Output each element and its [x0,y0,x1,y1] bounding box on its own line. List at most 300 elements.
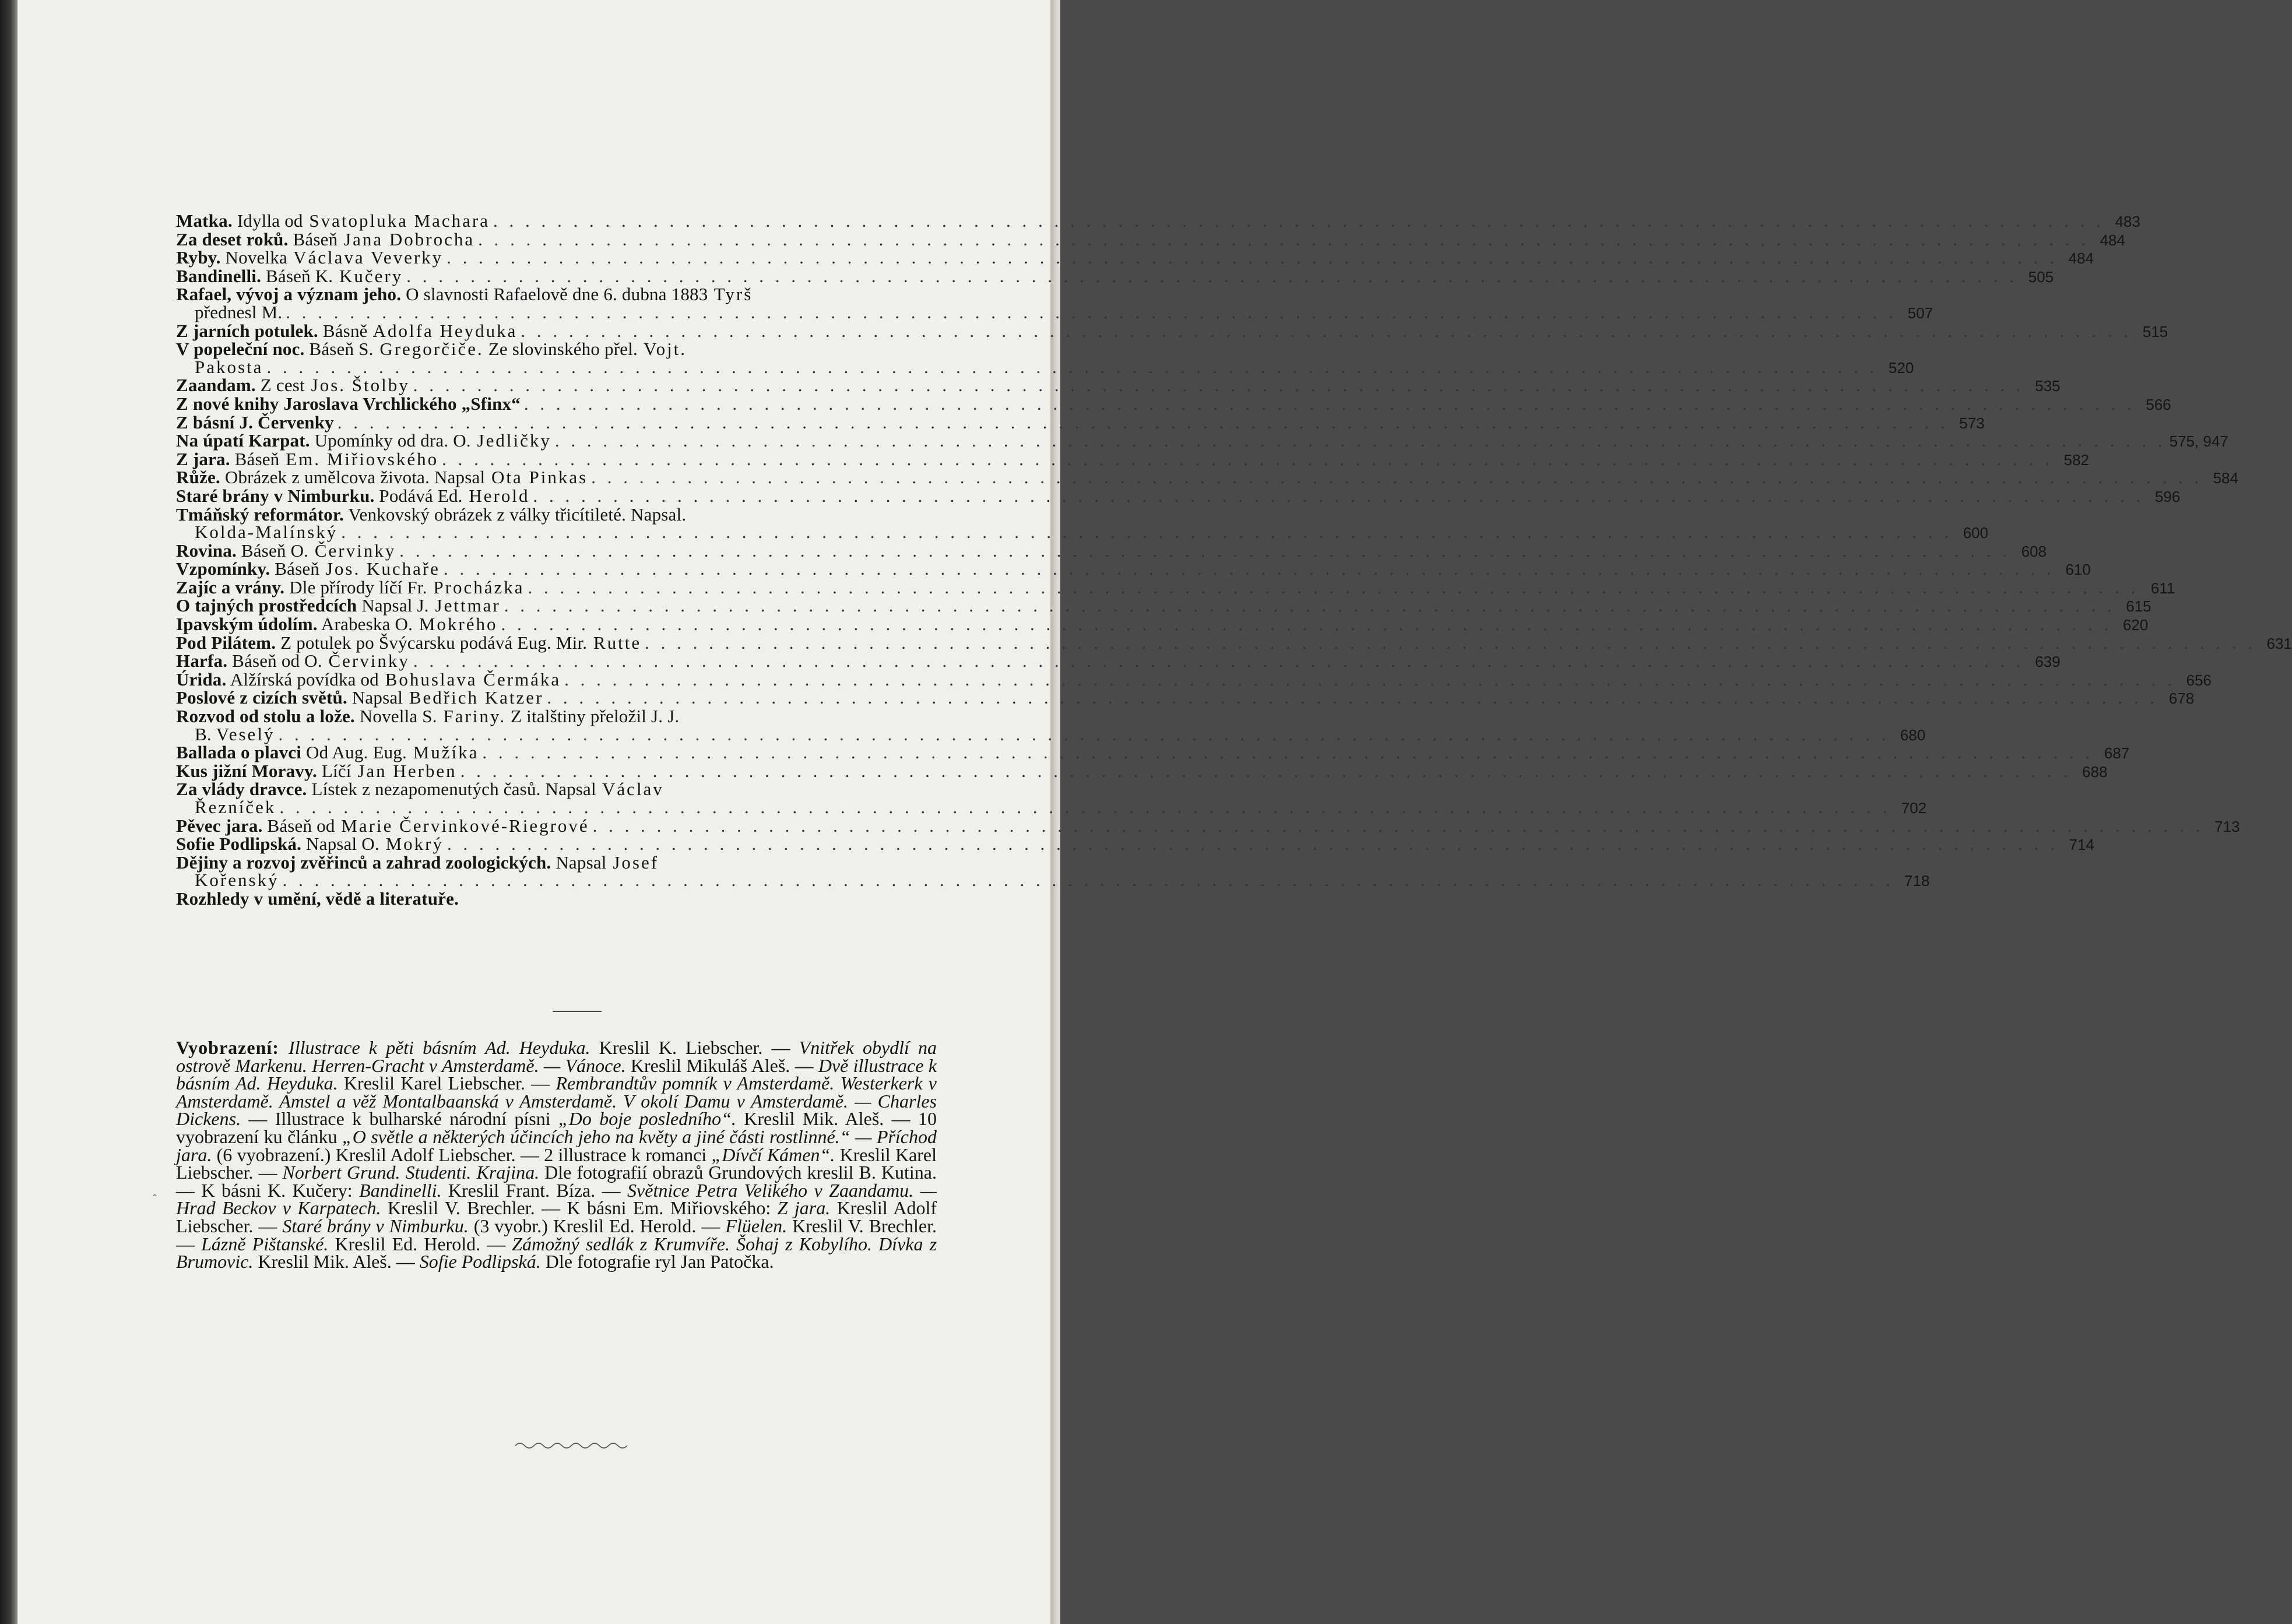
toc-entry-title: Zajíc a vrány. [176,577,285,597]
toc-entry-desc: Podává Ed. [374,485,463,506]
toc-page-number: 535 [2035,377,2061,395]
illustration-credit: Kreslil Karel Liebscher. — [338,1073,556,1094]
toc-entry [176,669,2212,690]
toc-entry-title: Z básní J. Červenky [176,412,334,433]
toc-entry-text [176,890,459,908]
toc-entry [176,742,2130,763]
toc-entry-title: Matka. [176,210,233,231]
toc-entry-desc: Báseň S. [304,339,374,360]
toc-entry-author: Jana Dobrocha [338,229,475,249]
toc-entry-title: Z nové knihy Jaroslava Vrchlického „Sfinx“ [176,393,521,414]
toc-line [176,506,937,524]
illustration-title: Staré brány v Nimburku. [282,1215,469,1236]
toc-entry-text [176,542,396,560]
toc-page-number: 575, 947 [2169,433,2228,451]
toc-entry-author: Kořenský [195,870,279,891]
toc-line [176,742,2130,763]
toc-entry-text [176,249,443,267]
toc-entry-desc: Arabeska O. [317,614,413,635]
toc-line [176,558,2091,579]
toc-entry-author: Gregorčiče. [373,339,484,360]
toc-entry-text [176,377,410,395]
toc-entry-desc: Obrázek z umělcova života. Napsal [220,467,486,488]
illustrations-heading: Vyobrazení: [176,1037,289,1058]
toc-entry-author: Jos. Kuchaře [319,558,440,579]
toc-entry-desc: Líčí [317,760,351,781]
section-divider [553,1011,602,1012]
toc-entry-text [195,523,338,542]
illustration-title: Zámožný sedlák z Krumvíře. Šohaj z Kobylího. Dívka z Brumovic. [176,1233,937,1273]
toc-entry [176,339,1914,377]
leader-dots: . . . . . . . . . . . . . . . . . . . . . . . . . . . . . . . . . . . . . . . . . . . . . . . . . . . . . . . . . . . . . . . . . . . . . . . . . . . . . . . . . . . . . . . . . . . . . . . . . . . . . [279,797,1891,817]
toc-entry [176,577,2175,597]
toc-entry-title: Ryby. [176,247,221,268]
toc-entry-desc: Z italštiny přeložil J. J. [506,706,680,727]
table-of-contents [176,210,2292,909]
illustration-credit: Dle fotografií obrazů Grundových kreslil B. Kutina. — K básni K. Kučery: [176,1162,937,1201]
toc-entry-text [195,301,283,322]
toc-entry-title: Pěvec jara. [176,815,263,836]
toc-entry-author: Procházka [427,577,525,597]
toc-entry-title: Rozhledy v umění, vědě a literatuře. [176,888,459,909]
toc-entry-text [176,744,479,762]
toc-entry [176,595,2152,616]
toc-entry-title: Ipavským údolím. [176,614,318,635]
leader-dots: . . . . . . . . . . . . . . . . . . . . . . . . . . . . . . . . . . . . . . . . . . . . . . . . . . . . . . . . . . . . . . . . . . . . . . . . . . . . . . . . . . . . . . . . . . . . . . . . . . . . . [591,467,2202,488]
leader-dots: . . . . . . . . . . . . . . . . . . . . . . . . . . . . . . . . . . . . . . . . . . . . . . . . . . . . . . . . . . . . . . . . . . . . . . . . . . . . . . . . . . . . . . . . . . . . . . . . . . . . . [645,632,2256,653]
toc-line [176,247,2094,268]
leader-dots: . . . . . . . . . . . . . . . . . . . . . . . . . . . . . . . . . . . . . . . . . . . . . . . . . . . . . . . . . . . . . . . . . . . . . . . . . . . . . . . . . . . . . . . . . . . . . . . . . . . . . [521,320,2132,341]
toc-entry-desc: Novella S. [354,706,437,727]
toc-line [176,687,2195,708]
toc-entry [176,706,1926,744]
toc-entry-author: Václava Veverky [287,247,444,268]
toc-line [176,375,2061,396]
toc-entry-author: Rutte [587,632,642,653]
toc-page-number: 566 [2146,395,2171,413]
book-page [17,0,2292,1624]
leader-dots: . . . . . . . . . . . . . . . . . . . . . . . . . . . . . . . . . . . . . . . . . . . . . . . . . . . . . . . . . . . . . . . . . . . . . . . . . . . . . . . . . . . . . . . . . . . . . . . . . . . . . [533,485,2145,506]
toc-entry-text [176,560,440,578]
leader-dots: . . . . . . . . . . . . . . . . . . . . . . . . . . . . . . . . . . . . . . . . . . . . . . . . . . . . . . . . . . . . . . . . . . . . . . . . . . . . . . . . . . . . . . . . . . . . . . . . . . . . . [341,522,1952,543]
toc-entry-desc: Báseň od [262,815,335,836]
leader-dots: . . . . . . . . . . . . . . . . . . . . . . . . . . . . . . . . . . . . . . . . . . . . . . . . . . . . . . . . . . . . . . . . . . . . . . . . . . . . . . . . . . . . . . . . . . . . . . . . . . . . . [443,558,2055,579]
illustration-title: Lázně Pištanské. [201,1233,329,1254]
toc-page-number: 584 [2213,469,2238,487]
leader-dots: . . . . . . . . . . . . . . . . . . . . . . . . . . . . . . . . . . . . . . . . . . . . . . . . . . . . . . . . . . . . . . . . . . . . . . . . . . . . . . . . . . . . . . . . . . . . . . . . . . . . . [554,430,2166,451]
toc-entry-text [176,395,521,413]
toc-entry-text [176,286,753,304]
toc-entry-author: Bohuslava Čermáka [378,669,561,690]
illustration-title: Světnice Petra Velikého v Zaandamu. — Hrad Beckov v Karpatech. [176,1179,937,1219]
toc-entry [176,448,2089,469]
leader-dots: . . . . . . . . . . . . . . . . . . . . . . . . . . . . . . . . . . . . . . . . . . . . . . . . . . . . . . . . . . . . . . . . . . . . . . . . . . . . . . . . . . . . . . . . . . . . . . . . . . . . . [442,448,2053,469]
toc-entry-text [176,265,403,286]
toc-entry-author: Veselý [216,723,275,744]
toc-line [176,540,2047,561]
toc-entry-title: Harfa. [176,651,228,672]
toc-entry-text [195,358,263,377]
toc-entry [176,779,1927,817]
toc-line [176,651,2061,672]
leader-dots: . . . . . . . . . . . . . . . . . . . . . . . . . . . . . . . . . . . . . . . . . . . . . . . . . . . . . . . . . . . . . . . . . . . . . . . . . . . . . . . . . . . . . . . . . . . . . . . . . . . . . [564,669,2175,690]
toc-page-number: 608 [2021,542,2047,560]
toc-entry-author: Em. Miřiovského [279,448,439,469]
toc-entry-desc: Napsal J. [357,595,429,616]
toc-line [176,340,937,358]
leader-dots: . . . . . . . . . . . . . . . . . . . . . . . . . . . . . . . . . . . . . . . . . . . . . . . . . . . . . . . . . . . . . . . . . . . . . . . . . . . . . . . . . . . . . . . . . . . . . . . . . . . . . [278,723,1890,744]
toc-entry-title: Sofie Podlipská. [176,834,302,855]
illustration-credit: Kreslil Karel Liebscher. — [176,1144,937,1183]
toc-entry-title: Za vlády dravce. [176,779,307,800]
toc-line [176,834,2094,855]
toc-entry-author: Svatopluka Machara [303,210,490,231]
toc-entry [176,393,2171,414]
toc-line [176,210,2140,231]
toc-entry-title: Zaandam. [176,375,256,396]
toc-line-continued [176,522,1988,543]
illustration-credit: Kreslil K. Liebscher. — [590,1037,799,1058]
illustration-credit: Kreslil Mik. Aleš. — [253,1251,420,1273]
toc-line [176,890,937,908]
toc-entry [176,834,2094,855]
toc-line [176,815,2240,836]
toc-entry-author: Pakosta [195,356,263,377]
toc-entry-desc: Báseň od O. [227,651,322,672]
leader-dots: . . . . . . . . . . . . . . . . . . . . . . . . . . . . . . . . . . . . . . . . . . . . . . . . . . . . . . . . . . . . . . . . . . . . . . . . . . . . . . . . . . . . . . . . . . . . . . . . . . . . . [337,412,1949,433]
illustration-title: Vnitřek obydlí na ostrově Markenu. Herren-Gracht v Amsterdamě. — Vánoce. [176,1037,937,1076]
illustration-title: Dvě illustrace k básním Ad. Heyduka. [176,1054,937,1094]
toc-entry-title: Úrida. [176,669,227,690]
toc-entry-author: Vojt. [637,339,687,360]
toc-line [176,320,2168,341]
toc-entry-text [176,432,551,450]
toc-page-number: 484 [2068,249,2094,268]
toc-page-number: 596 [2154,487,2181,505]
leader-dots: . . . . . . . . . . . . . . . . . . . . . . . . . . . . . . . . . . . . . . . . . . . . . . . . . . . . . . . . . . . . . . . . . . . . . . . . . . . . . . . . . . . . . . . . . . . . . . . . . . . . . [447,247,2058,268]
toc-entry-title: Na úpatí Karpat. [176,430,310,451]
leader-dots: . . . . . . . . . . . . . . . . . . . . . . . . . . . . . . . . . . . . . . . . . . . . . . . . . . . . . . . . . . . . . . . . . . . . . . . . . . . . . . . . . . . . . . . . . . . . . . . . . . . . . [399,540,2010,561]
toc-entry-desc: Báseň O. [236,540,309,561]
toc-entry-title: Staré brány v Nimburku. [176,485,375,506]
toc-line [176,577,2175,597]
toc-line [176,229,2125,249]
toc-entry-title: O tajných prostředcích [176,595,357,616]
toc-entry-author: Jedličky [470,430,551,451]
toc-entry-desc: Básně [318,320,368,341]
leader-dots: . . . . . . . . . . . . . . . . . . . . . . . . . . . . . . . . . . . . . . . . . . . . . . . . . . . . . . . . . . . . . . . . . . . . . . . . . . . . . . . . . . . . . . . . . . . . . . . . . . . . . [482,742,2094,763]
toc-page-number: 639 [2035,653,2061,671]
toc-entry-desc: přednesl M. [195,301,283,322]
toc-entry-text [176,781,664,799]
toc-entry-text [176,854,659,872]
toc-page-number: 484 [2100,231,2125,249]
toc-line-continued [176,870,1930,891]
toc-entry-text [176,762,457,781]
toc-line-continued [176,356,1914,377]
toc-entry-text [176,708,679,726]
leader-dots: . . . . . . . . . . . . . . . . . . . . . . . . . . . . . . . . . . . . . . . . . . . . . . . . . . . . . . . . . . . . . . . . . . . . . . . . . . . . . . . . . . . . . . . . . . . . . . . . . . . . . [501,614,2112,635]
toc-page-number: 656 [2186,671,2212,689]
illustration-title: Bandinelli. [359,1179,442,1201]
toc-entry [176,890,937,908]
toc-page-number: 483 [2115,213,2140,230]
toc-entry-desc: Od Aug. Eug. [301,742,407,763]
illustration-credit: Kreslil Ed. Herold. — [328,1233,512,1254]
toc-line [176,781,937,799]
toc-entry-author: Mužíka [406,742,479,763]
illustration-title: „Do boje posledního“. [558,1108,736,1130]
toc-line [176,708,937,726]
toc-entry-text [176,506,686,524]
toc-entry [176,265,2054,286]
toc-line [176,595,2152,616]
leader-dots: . . . . . . . . . . . . . . . . . . . . . . . . . . . . . . . . . . . . . . . . . . . . . . . . . . . . . . . . . . . . . . . . . . . . . . . . . . . . . . . . . . . . . . . . . . . . . . . . . . . . . [413,375,2024,396]
illustration-credit: Kreslil Adolf Liebscher. — [176,1197,937,1236]
illustration-credit: Kreslil V. Brechler. — K básni Em. Miřiovského: [381,1197,778,1219]
toc-entry [176,229,2125,249]
toc-page-number: 718 [1904,872,1930,890]
illustration-title: Norbert Grund. Studenti. Krajina. [282,1162,540,1183]
illustration-credit: Kreslil V. Brechler. — [176,1215,937,1254]
toc-line-continued [176,301,1934,322]
toc-entry [176,558,2091,579]
toc-entry [176,614,2149,635]
toc-entry-author: Červinky [322,651,410,672]
toc-entry [176,320,2168,341]
toc-entry [176,687,2195,708]
toc-entry-text [176,231,474,249]
toc-page-number: 631 [2266,634,2292,652]
toc-entry-text [195,799,276,817]
toc-entry-desc: Upomínky od dra. O. [310,430,471,451]
toc-entry-title: Rovina. [176,540,237,561]
toc-entry-title: V popeleční noc. [176,339,305,360]
toc-page-number: 687 [2104,744,2130,762]
toc-page-number: 713 [2214,817,2240,835]
illustration-title: Rembrandtův pomník v Amsterdamě. Westerkerk v Amsterdamě. Amstel a věž Montalbaanská v Amsterdamě. V okolí Damu v Amsterdamě. — Charles Dickens. [176,1073,937,1130]
toc-entry-text [176,212,490,230]
toc-entry-author: Jettmar [428,595,501,616]
toc-entry-text [176,340,687,358]
toc-entry [176,852,1930,891]
illustration-credit: (3 vyobr.) Kreslil Ed. Herold. — [468,1215,726,1236]
toc-entry-title: Dějiny a rozvoj zvěřinců a zahrad zoologických. [176,852,551,873]
toc-entry-desc: Napsal [347,687,403,708]
toc-entry-desc: Z potulek po Švýcarsku podává Eug. Mir. [276,632,588,653]
leader-dots: . . . . . . . . . . . . . . . . . . . . . . . . . . . . . . . . . . . . . . . . . . . . . . . . . . . . . . . . . . . . . . . . . . . . . . . . . . . . . . . . . . . . . . . . . . . . . . . . . . . . . [447,834,2058,855]
toc-entry [176,540,2047,561]
toc-entry-author: Kolda-Malínský [195,522,338,543]
toc-entry [176,284,1934,322]
toc-entry-desc: Alžírská povídka od [226,669,379,690]
toc-entry-author: Herold [462,485,530,506]
toc-line-continued [176,723,1926,744]
toc-entry-desc: Napsal [551,852,607,873]
toc-entry [176,412,1985,433]
leader-dots: . . . . . . . . . . . . . . . . . . . . . . . . . . . . . . . . . . . . . . . . . . . . . . . . . . . . . . . . . . . . . . . . . . . . . . . . . . . . . . . . . . . . . . . . . . . . . . . . . . . . . [504,595,2115,616]
toc-entry [176,815,2240,836]
toc-entry-text [176,652,410,670]
toc-page-number: 582 [2063,451,2089,469]
illustration-title: „O světle a některých účincích jeho na květy a jiné části rostlinné.“ — Příchod jara. [176,1126,937,1165]
toc-entry-desc: B. [195,723,216,744]
toc-page-number: 678 [2168,690,2195,708]
toc-entry-text [176,689,543,707]
toc-entry-desc: Z cest [255,375,305,396]
toc-entry-author: Marie Červinkové-Riegrové [335,815,589,836]
toc-entry-author: Josef [606,852,659,873]
toc-entry-author: Jos. Štolby [304,375,410,396]
toc-entry-author: Bedřich Katzer [403,687,544,708]
toc-entry-text [176,579,525,597]
toc-entry [176,467,2238,488]
toc-entry-author: Tyrš [708,284,753,305]
toc-entry [176,485,2181,506]
toc-entry-title: Za deset roků. [176,229,289,249]
toc-line [176,760,2108,781]
toc-entry-author: Jan Herben [351,760,457,781]
leader-dots: . . . . . . . . . . . . . . . . . . . . . . . . . . . . . . . . . . . . . . . . . . . . . . . . . . . . . . . . . . . . . . . . . . . . . . . . . . . . . . . . . . . . . . . . . . . . . . . . . . . . . [523,393,2135,414]
toc-page-number: 714 [2069,836,2094,854]
toc-entry-text [195,723,275,744]
toc-entry-title: Bandinelli. [176,265,262,286]
toc-entry-author: Kučery [333,265,403,286]
leader-dots: . . . . . . . . . . . . . . . . . . . . . . . . . . . . . . . . . . . . . . . . . . . . . . . . . . . . . . . . . . . . . . . . . . . . . . . . . . . . . . . . . . . . . . . . . . . . . . . . . . . . . [286,301,1897,322]
toc-line [176,430,2228,451]
leader-dots: . . . . . . . . . . . . . . . . . . . . . . . . . . . . . . . . . . . . . . . . . . . . . . . . . . . . . . . . . . . . . . . . . . . . . . . . . . . . . . . . . . . . . . . . . . . . . . . . . . . . . [493,210,2104,231]
toc-entry [176,760,2108,781]
illustration-title: Flüelen. [725,1215,788,1236]
toc-entry-author: Mokrý [379,834,444,855]
toc-entry-text [176,487,529,505]
illustration-title: Z jara. [777,1197,831,1219]
toc-entry-text [176,414,334,432]
illustration-title: Sofie Podlipská. [419,1251,541,1273]
toc-entry-title: Z jarních potulek. [176,320,318,341]
leader-dots: . . . . . . . . . . . . . . . . . . . . . . . . . . . . . . . . . . . . . . . . . . . . . . . . . . . . . . . . . . . . . . . . . . . . . . . . . . . . . . . . . . . . . . . . . . . . . . . . . . . . . [282,870,1894,891]
toc-entry-text [176,835,444,853]
toc-line [176,467,2238,488]
leader-dots: . . . . . . . . . . . . . . . . . . . . . . . . . . . . . . . . . . . . . . . . . . . . . . . . . . . . . . . . . . . . . . . . . . . . . . . . . . . . . . . . . . . . . . . . . . . . . . . . . . . . . [478,229,2089,249]
toc-page-number: 507 [1907,304,1934,322]
toc-entry [176,632,2292,653]
toc-line [176,412,1985,433]
toc-entry-text [176,616,497,634]
toc-entry-author: Řezníček [195,797,276,817]
toc-entry-title: Kus jižní Moravy. [176,760,317,781]
toc-entry-title: Rafael, vývoj a význam jeho. [176,284,402,305]
ornament-flourish [514,1441,631,1450]
toc-entry-desc: Báseň K. [261,265,333,286]
toc-entry-text [176,322,517,340]
toc-entry-text [176,671,561,689]
toc-entry-text [176,469,588,487]
toc-entry-desc: Báseň [230,448,280,469]
toc-entry-author: Ota Pinkas [485,467,588,488]
toc-line [176,854,937,872]
toc-page-number: 620 [2122,616,2149,634]
toc-page-number: 520 [1888,358,1914,377]
toc-line [176,485,2181,506]
toc-line [176,632,2292,653]
leader-dots: . . . . . . . . . . . . . . . . . . . . . . . . . . . . . . . . . . . . . . . . . . . . . . . . . . . . . . . . . . . . . . . . . . . . . . . . . . . . . . . . . . . . . . . . . . . . . . . . . . . . . [406,265,2017,286]
toc-entry-desc: Báseň [288,229,338,249]
toc-entry-desc: Ze slovinského přel. [483,339,638,360]
toc-entry-title: Pod Pilátem. [176,632,276,653]
toc-entry-author: Červinky [308,540,396,561]
toc-entry-text [176,634,641,652]
illustration-credit: Kreslil Mik. Aleš. — 10 vyobrazení ku článku [176,1108,937,1147]
leader-dots: . . . . . . . . . . . . . . . . . . . . . . . . . . . . . . . . . . . . . . . . . . . . . . . . . . . . . . . . . . . . . . . . . . . . . . . . . . . . . . . . . . . . . . . . . . . . . . . . . . . . . [413,651,2024,672]
toc-entry-title: Z jara. [176,448,230,469]
toc-entry [176,651,2061,672]
toc-page-number: 600 [1963,524,1988,542]
toc-entry [176,504,1988,543]
toc-page-number: 573 [1959,414,1985,432]
toc-entry-text [176,597,501,615]
toc-entry-title: Ballada o plavci [176,742,302,763]
toc-entry-desc: Venkovský obrázek z války třicítileté. Napsal. [343,504,687,525]
illustration-credit: — Illustrace k bulharské národní písni [241,1108,558,1130]
toc-entry-author: Václav [596,779,664,800]
toc-page-number: 688 [2082,762,2108,781]
toc-entry-author: Adolfa Heyduka [367,320,518,341]
illustration-credit: Kreslil Mikuláš Aleš. — [625,1054,818,1076]
toc-entry-author: Mokrého [413,614,498,635]
toc-entry-text [176,817,589,835]
toc-page-number: 615 [2126,597,2152,616]
illustration-credit: (6 vyobrazení.) Kreslil Adolf Liebscher. — 2 illustrace k romanci [212,1144,712,1165]
illustrations-list [176,1039,937,1271]
toc-entry-desc: Novelka [220,247,287,268]
toc-line [176,393,2171,414]
toc-entry-desc: Idylla od [232,210,303,231]
toc-entry [176,247,2094,268]
toc-page-number: 515 [2142,322,2168,340]
leader-dots: . . . . . . . . . . . . . . . . . . . . . . . . . . . . . . . . . . . . . . . . . . . . . . . . . . . . . . . . . . . . . . . . . . . . . . . . . . . . . . . . . . . . . . . . . . . . . . . . . . . . . [266,356,1878,377]
toc-entry-text [176,448,439,469]
toc-entry-text [195,871,279,890]
toc-line-continued [176,797,1927,817]
toc-entry-desc: Lístek z nezapomenutých časů. Napsal [307,779,596,800]
toc-page-number: 680 [1900,726,1926,744]
toc-entry-title: Poslové z cizích světů. [176,687,347,708]
toc-line [176,669,2212,690]
toc-page-number: 611 [2150,579,2175,597]
toc-line [176,614,2149,635]
toc-entry-desc: Báseň [270,558,320,579]
illustration-credit: Dle fotografie ryl Jan Patočka. [540,1251,774,1273]
toc-entry-desc: Napsal O. [301,834,379,855]
toc-page-number: 610 [2065,561,2091,579]
toc-entry [176,430,2228,451]
margin-mark: ˆ [153,1193,157,1205]
toc-entry [176,375,2061,396]
toc-page-number: 505 [2028,268,2054,286]
toc-line [176,286,937,304]
illustration-title: Illustrace k pěti básním Ad. Heyduka. [289,1037,590,1058]
leader-dots: . . . . . . . . . . . . . . . . . . . . . . . . . . . . . . . . . . . . . . . . . . . . . . . . . . . . . . . . . . . . . . . . . . . . . . . . . . . . . . . . . . . . . . . . . . . . . . . . . . . . . [547,687,2159,708]
illustration-credit: Kreslil Frant. Bíza. — [441,1179,628,1201]
toc-entry-author: Fariny. [437,706,507,727]
toc-line [176,448,2089,469]
leader-dots: . . . . . . . . . . . . . . . . . . . . . . . . . . . . . . . . . . . . . . . . . . . . . . . . . . . . . . . . . . . . . . . . . . . . . . . . . . . . . . . . . . . . . . . . . . . . . . . . . . . . . [460,760,2072,781]
toc-entry-title: Tmáňský reformátor. [176,504,344,525]
toc-entry-desc: O slavnosti Rafaelově dne 6. dubna 1883 [401,284,708,305]
page-shadow-left [0,0,17,1624]
toc-entry-title: Růže. [176,467,220,488]
